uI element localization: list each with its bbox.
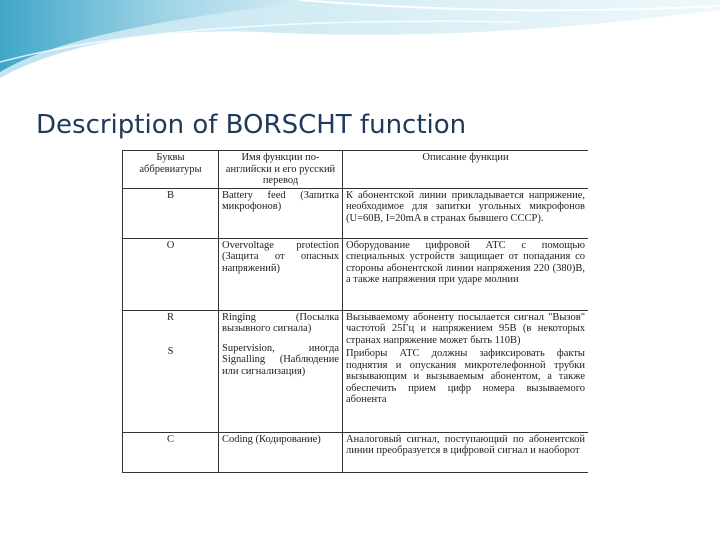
- table-row: [123, 432, 589, 472]
- abbr-cell: O: [123, 238, 219, 310]
- borscht-table: [122, 150, 588, 473]
- name-cell: Ringing (Посылка вызывного сигнала): [222, 311, 339, 334]
- table-row: [123, 238, 589, 310]
- desc-cell: К абонентской линии прикладывается напряжение, необходимое для запитки угольных микрофонов (U=60B, I=20mA в странах бывшего СССР).: [343, 188, 589, 238]
- name-cell: Coding (Кодирование): [219, 432, 343, 472]
- header-swoosh-decoration: [0, 0, 720, 90]
- abbr-cell-group: [123, 310, 219, 432]
- slide-title: Description of BORSCHT function: [36, 110, 467, 140]
- abbr-cell: R: [166, 311, 174, 323]
- header-abbreviation: Буквы аббревиатуры: [123, 151, 219, 189]
- borscht-table-container: [122, 150, 588, 488]
- abbr-cell: S: [167, 346, 174, 357]
- desc-cell: Оборудование цифровой АТС с помощью специальных устройств защищает от попадания со стороны абонентской линии напряжения 220 (380)В, а также напряжения при ударе молнии: [343, 238, 589, 310]
- name-cell: Overvoltage protection (Защита от опасных напряжений): [219, 238, 343, 310]
- name-cell: Supervision, иногда Signalling (Наблюдение или сигнализация): [222, 342, 339, 377]
- name-cell-group: [219, 310, 343, 432]
- table-row: [123, 310, 589, 432]
- table-row: [123, 188, 589, 238]
- desc-cell: Вызываемому абоненту посылается сигнал "Вызов" частотой 25Гц и напряжением 95В (в некоторых странах напряжение может быть 110В): [346, 311, 585, 346]
- name-cell: Battery feed (Запитка микрофонов): [219, 188, 343, 238]
- table-header-row: [123, 151, 589, 189]
- abbr-cell: B: [123, 188, 219, 238]
- header-function-name: Имя функции по-английски и его русский перевод: [219, 151, 343, 189]
- header-function-description: Описание функции: [343, 151, 589, 189]
- desc-cell: Приборы АТС должны зафиксировать факты поднятия и опускания микротелефонной трубки вызывающим и вызываемым абонентом, а также обеспечить прием цифр номера вызываемого абонента: [346, 348, 585, 405]
- abbr-cell: C: [123, 432, 219, 472]
- desc-cell: Аналоговый сигнал, поступающий по абонентской линии преобразуется в цифровой сигнал и наоборот: [343, 432, 589, 472]
- desc-cell-group: [343, 310, 589, 432]
